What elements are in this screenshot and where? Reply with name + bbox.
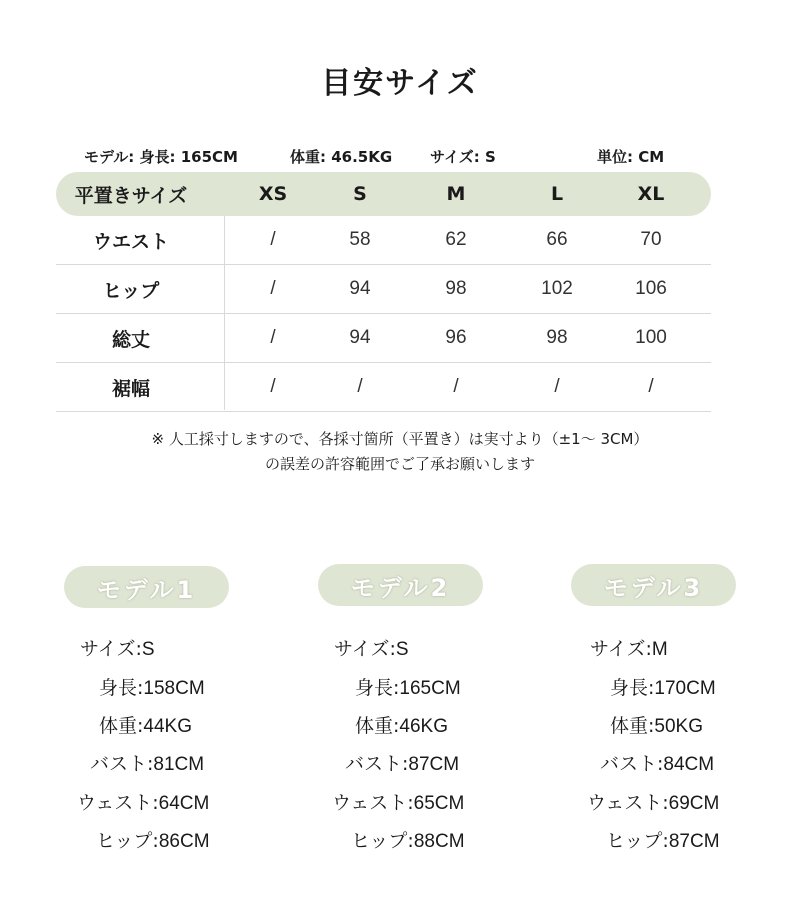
table-cell: 102 bbox=[541, 278, 573, 299]
table-cell: / bbox=[270, 327, 276, 348]
hip-value: 87CM bbox=[668, 831, 720, 852]
table-cell: 70 bbox=[640, 229, 662, 250]
table-cell: / bbox=[357, 376, 363, 397]
table-cell: / bbox=[270, 278, 276, 299]
bust-label: バスト: bbox=[600, 753, 664, 775]
table-header bbox=[56, 172, 711, 216]
table-cell: / bbox=[270, 229, 276, 250]
bust-label: バスト: bbox=[345, 753, 409, 775]
table-cell: 58 bbox=[349, 229, 371, 250]
model-3-bust bbox=[600, 749, 714, 776]
size-value: M bbox=[651, 639, 668, 660]
height-label: 身長: bbox=[355, 677, 400, 699]
model-3-weight bbox=[610, 711, 703, 738]
weight-value: 44KG bbox=[143, 716, 192, 737]
bust-value: 87CM bbox=[408, 754, 460, 775]
bust-value: 84CM bbox=[663, 754, 715, 775]
model-3-waist bbox=[587, 788, 719, 815]
model-2-waist bbox=[332, 788, 464, 815]
table-cell: 98 bbox=[546, 327, 568, 348]
table-row bbox=[56, 265, 711, 314]
table-cell: 106 bbox=[635, 278, 667, 299]
table-row bbox=[56, 216, 711, 265]
table-cell: / bbox=[270, 376, 276, 397]
height-value: 170CM bbox=[654, 678, 716, 699]
note-line-2: の誤差の許容範囲でご了承お願いします bbox=[264, 455, 535, 473]
header-cell-m: M bbox=[446, 183, 466, 205]
model-3-size bbox=[590, 634, 668, 661]
model-3-hip bbox=[606, 826, 720, 853]
waist-label: ウェスト: bbox=[332, 792, 414, 814]
waist-label: ウェスト: bbox=[587, 792, 669, 814]
header-cell-label: 平置きサイズ bbox=[74, 184, 188, 207]
meta-unit: 単位: CM bbox=[597, 148, 665, 166]
hip-label: ヒップ: bbox=[606, 830, 669, 852]
model-1-size bbox=[80, 634, 155, 661]
bust-value: 81CM bbox=[153, 754, 205, 775]
height-label: 身長: bbox=[610, 677, 655, 699]
table-cell: / bbox=[554, 376, 560, 397]
row-label: ヒップ bbox=[102, 279, 160, 302]
model-2-height bbox=[355, 673, 461, 700]
weight-label: 体重: bbox=[610, 715, 655, 737]
hip-value: 86CM bbox=[158, 831, 210, 852]
meta-model-height: モデル: 身長: 165CM bbox=[84, 148, 238, 166]
weight-value: 46KG bbox=[399, 716, 448, 737]
hip-label: ヒップ: bbox=[351, 830, 414, 852]
table-row bbox=[56, 314, 711, 363]
meta-weight: 体重: 46.5KG bbox=[290, 148, 393, 166]
waist-value: 64CM bbox=[158, 793, 210, 814]
waist-value: 65CM bbox=[413, 793, 465, 814]
table-cell: 62 bbox=[445, 229, 467, 250]
table-cell: 94 bbox=[349, 327, 371, 348]
table-cell: / bbox=[453, 376, 459, 397]
model-2-badge: モデル2 bbox=[318, 564, 483, 606]
table-cell: 66 bbox=[546, 229, 568, 250]
model-2-bust bbox=[345, 749, 459, 776]
row-label: 裾幅 bbox=[111, 377, 150, 400]
header-cell-xs: XS bbox=[258, 183, 288, 205]
header-cell-s: S bbox=[353, 183, 367, 205]
header-cell-xl: XL bbox=[637, 183, 665, 205]
waist-label: ウェスト: bbox=[77, 792, 159, 814]
model-3-badge: モデル3 bbox=[571, 564, 736, 606]
model-2-size bbox=[334, 634, 409, 661]
height-value: 165CM bbox=[399, 678, 461, 699]
size-label: サイズ: bbox=[80, 638, 142, 660]
row-label: ウエスト bbox=[92, 230, 169, 253]
model-2-weight bbox=[355, 711, 448, 738]
table-cell: 94 bbox=[349, 278, 371, 299]
height-value: 158CM bbox=[143, 678, 205, 699]
model-1-badge: モデル1 bbox=[64, 566, 229, 608]
model-3-height bbox=[610, 673, 716, 700]
bust-label: バスト: bbox=[90, 753, 154, 775]
note-line-1: ※ 人工採寸しますので、各採寸箇所（平置き）は実寸より（±1～ 3CM） bbox=[151, 430, 649, 448]
height-label: 身長: bbox=[99, 677, 144, 699]
model-1-weight bbox=[99, 711, 192, 738]
table-row bbox=[56, 363, 711, 412]
page-title: 目安サイズ bbox=[321, 66, 479, 101]
model-1-height bbox=[99, 673, 205, 700]
model-1-bust bbox=[90, 749, 204, 776]
meta-size: サイズ: S bbox=[430, 148, 496, 166]
size-value: S bbox=[395, 639, 409, 660]
weight-value: 50KG bbox=[654, 716, 703, 737]
row-label: 総丈 bbox=[111, 328, 150, 351]
table-cell: 96 bbox=[445, 327, 467, 348]
hip-value: 88CM bbox=[413, 831, 465, 852]
header-cell-l: L bbox=[550, 183, 564, 205]
model-1-hip bbox=[96, 826, 210, 853]
model-1-waist bbox=[77, 788, 209, 815]
waist-value: 69CM bbox=[668, 793, 720, 814]
size-table bbox=[56, 172, 711, 412]
column-divider bbox=[224, 216, 225, 410]
table-cell: 100 bbox=[635, 327, 667, 348]
weight-label: 体重: bbox=[355, 715, 400, 737]
size-value: S bbox=[141, 639, 155, 660]
model-2-hip bbox=[351, 826, 465, 853]
table-cell: / bbox=[648, 376, 654, 397]
weight-label: 体重: bbox=[99, 715, 144, 737]
hip-label: ヒップ: bbox=[96, 830, 159, 852]
size-label: サイズ: bbox=[590, 638, 652, 660]
size-label: サイズ: bbox=[334, 638, 396, 660]
table-cell: 98 bbox=[445, 278, 467, 299]
